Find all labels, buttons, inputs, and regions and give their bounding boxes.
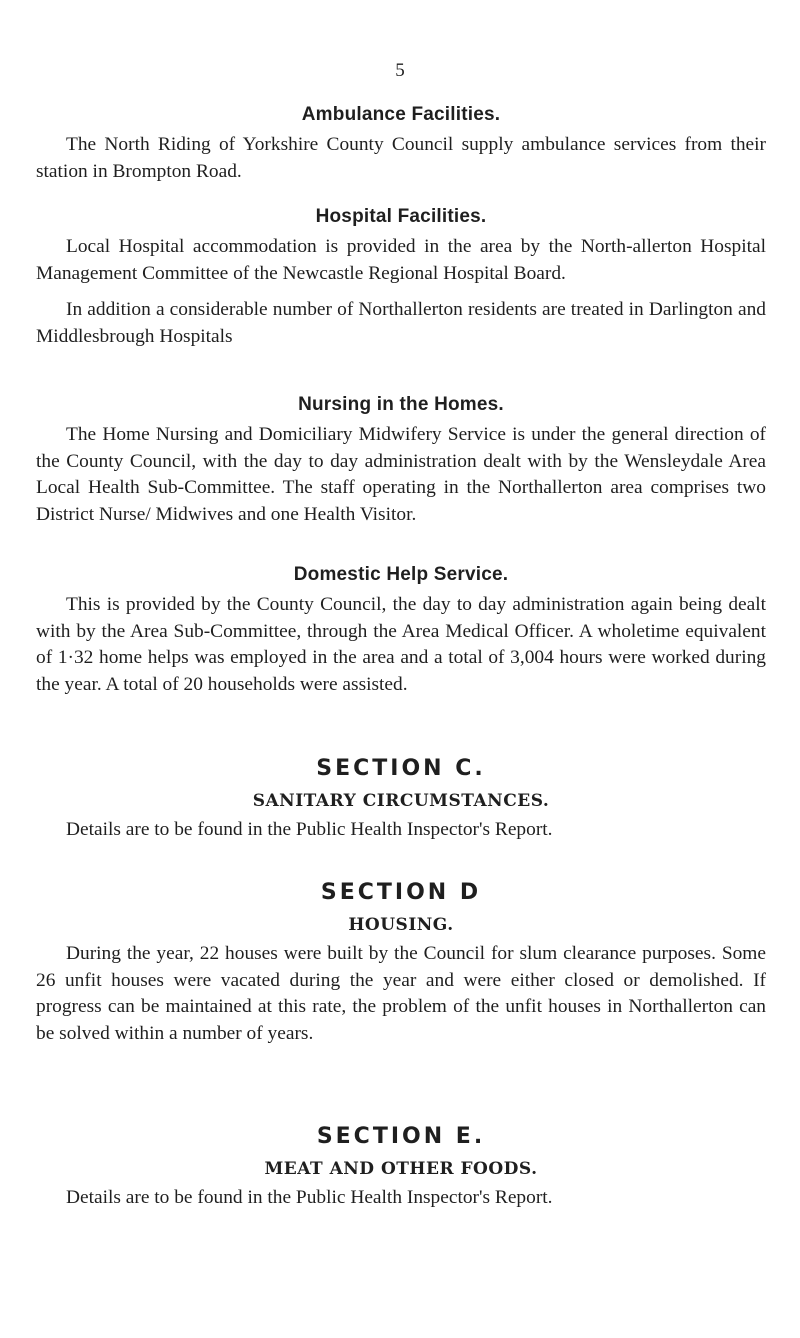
section-e-title: SECTION E. xyxy=(316,1124,486,1149)
hospital-paragraph-1: Local Hospital accommodation is provided in the area by the North-allerton Hospital Management Committee of the Newcastle Regional Hospital Board. xyxy=(36,236,766,284)
section-d-subheading: HOUSING. xyxy=(348,915,454,935)
section-e-paragraph: Details are to be found in the Public Health Inspector's Report. xyxy=(66,1187,553,1208)
ambulance-paragraph: The North Riding of Yorkshire County Council supply ambulance services from their station in Brompton Road. xyxy=(36,134,766,182)
hospital-heading: Hospital Facilities. xyxy=(315,206,487,227)
ambulance-section xyxy=(36,104,766,185)
ambulance-heading: Ambulance Facilities. xyxy=(301,104,501,125)
section-d-paragraph: During the year, 22 houses were built by the Council for slum clearance purposes. Some 26 unfit houses were vacated during the year and were either closed or demolished. If progress can be maintained at this rate, the problem of the unfit houses in Northallerton can be solved within a number of years. xyxy=(36,943,766,1044)
section-c-paragraph: Details are to be found in the Public Health Inspector's Report. xyxy=(66,819,553,840)
nursing-heading: Nursing in the Homes. xyxy=(298,394,504,415)
nursing-section xyxy=(36,394,766,528)
domestic-help-section xyxy=(36,564,766,698)
nursing-paragraph: The Home Nursing and Domiciliary Midwifery Service is under the general direction of the County Council, with the day to day administration dealt with by the Wensleydale Area Local Health Sub-Committee. The staff operating in the Northallerton area comprises two District Nurse/ Midwives and one Health Visitor. xyxy=(36,424,766,525)
section-d xyxy=(36,880,766,1047)
hospital-paragraph-2: In addition a considerable number of Northallerton residents are treated in Darlington and Middlesbrough Hospitals xyxy=(36,299,766,347)
section-e-subheading: MEAT AND OTHER FOODS. xyxy=(264,1159,538,1179)
section-c-subheading: SANITARY CIRCUMSTANCES. xyxy=(252,791,550,811)
hospital-section xyxy=(36,206,766,350)
section-c xyxy=(36,756,766,844)
section-c-title: SECTION C. xyxy=(316,756,486,781)
section-e xyxy=(36,1124,766,1212)
domestic-help-paragraph: This is provided by the County Council, the day to day administration again being dealt with by the Area Sub-Committee, through the Area Medical Officer. A wholetime equivalent of 1·32 home helps was employed in the area and a total of 3,004 hours were worked during the year. A total of 20 households were assisted. xyxy=(36,594,766,695)
domestic-help-heading: Domestic Help Service. xyxy=(293,564,509,585)
section-d-title: SECTION D xyxy=(320,880,482,905)
page-number: 5 xyxy=(395,60,405,81)
